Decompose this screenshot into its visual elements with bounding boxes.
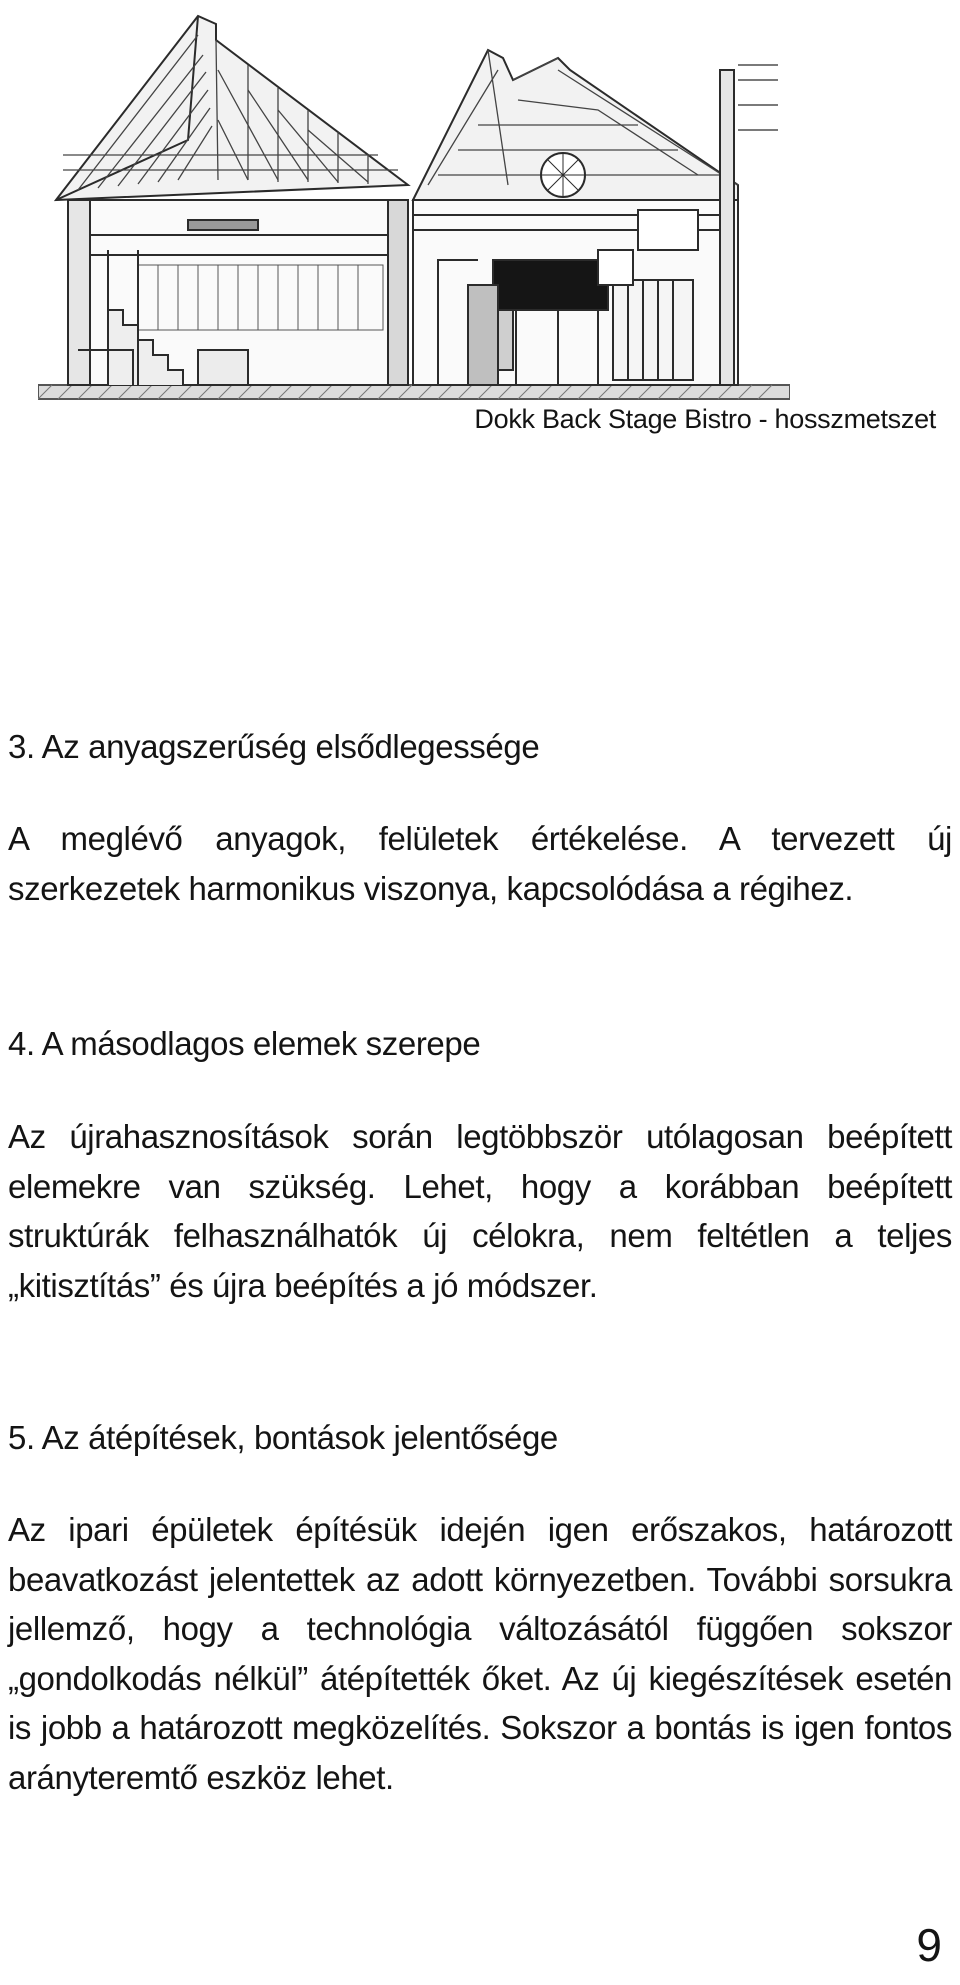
section-3-heading: 3. Az anyagszerűség elsődlegessége — [8, 728, 540, 765]
section-4-paragraph: Az újrahasznosítások során legtöbbször utólagosan beépített elemekre van szükség. Lehet, hogy a korábban beépített struktúrák felhasználhatók új célokra, nem feltétlen a teljes „kitisztítás” és újra beépítés a jó módszer. — [8, 1118, 952, 1304]
section-3-paragraph: A meglévő anyagok, felületek értékelése. A tervezett új szerkezetek harmonikus viszonya, kapcsolódása a régihez. — [8, 820, 952, 907]
building-section-drawing — [38, 10, 790, 405]
section-5-heading: 5. Az átépítések, bontások jelentősége — [8, 1419, 558, 1456]
page-number: 9 — [916, 1919, 942, 1971]
section-4-heading: 4. A másodlagos elemek szerepe — [8, 1025, 481, 1062]
figure-caption: Dokk Back Stage Bistro - hosszmetszet — [474, 404, 936, 434]
section-5-paragraph: Az ipari épületek építésük idején igen erőszakos, határozott beavatkozást jelentettek az adott környezetben. További sorsukra jellemző, hogy a technológia változásától függően sokszor „gondolkodás nélkül” átépítették őket. Az új kiegészítések esetén is jobb a határozott megközelítés. Sokszor a bontás is igen fontos arányteremtő eszköz lehet. — [8, 1511, 952, 1796]
